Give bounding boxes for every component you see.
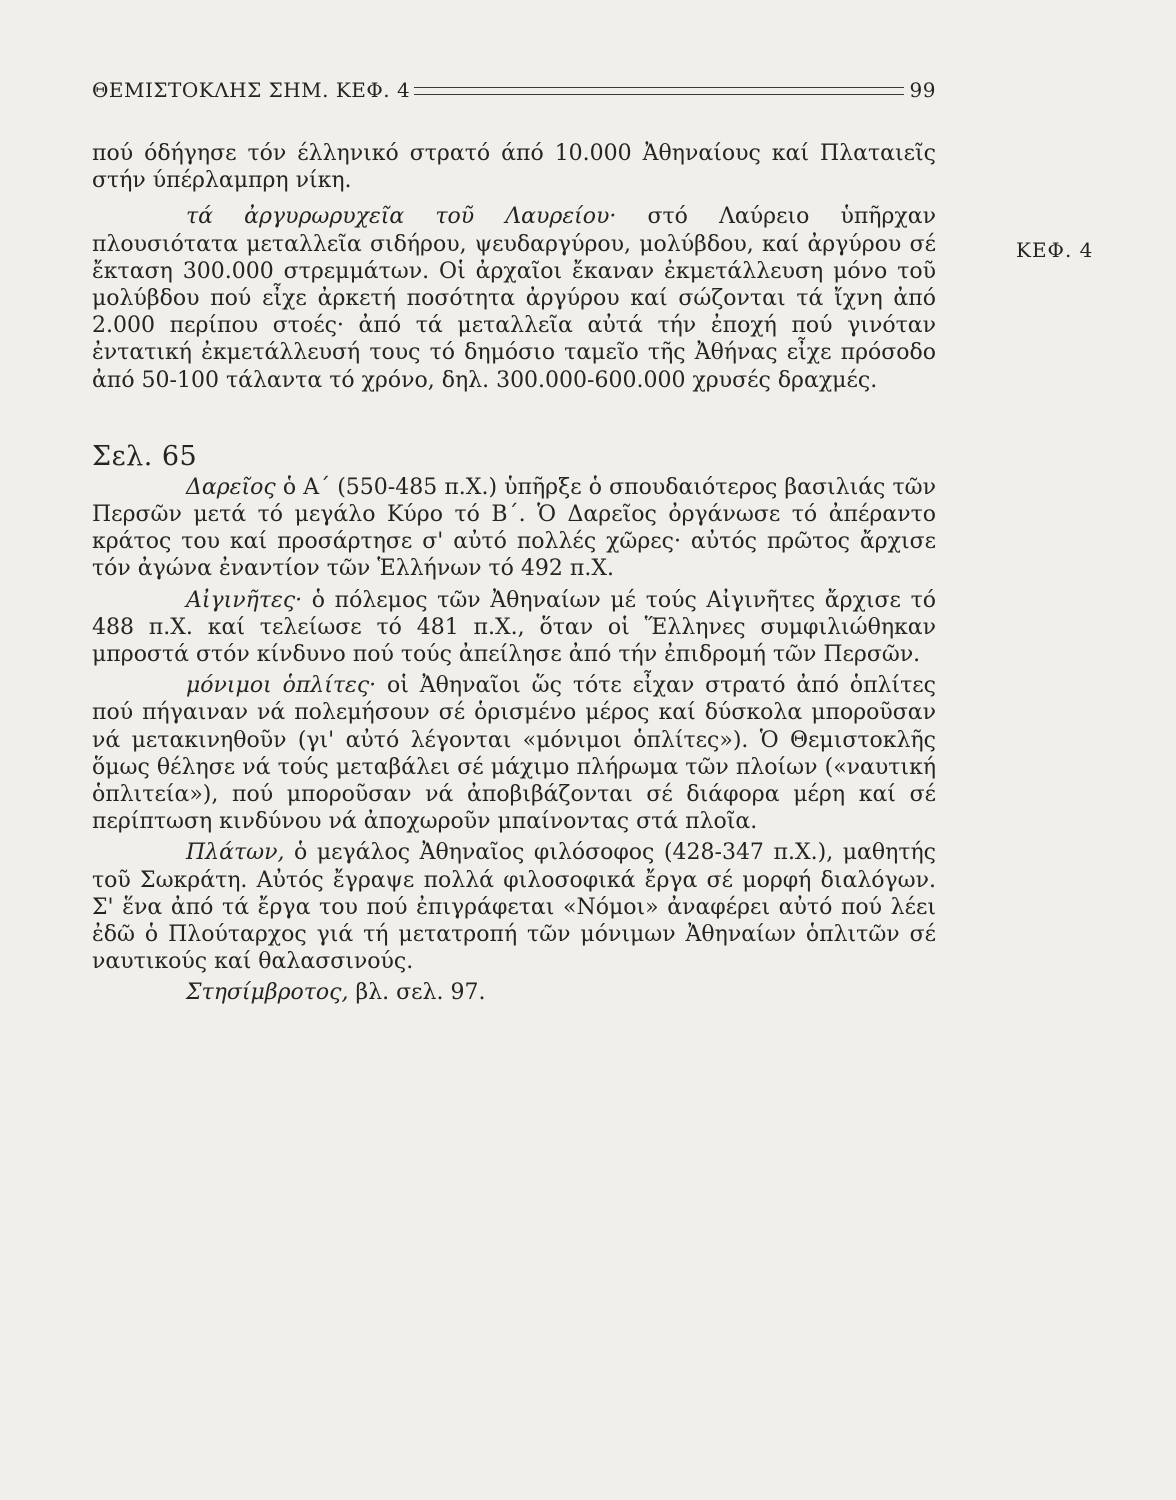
running-head-rule — [414, 87, 903, 95]
running-head-title: ΘΕΜΙΣΤΟΚΛΗΣ ΣΗΜ. ΚΕΦ. 4 — [92, 78, 411, 102]
gloss-text: οἱ Ἀθηναῖοι ὥς τότε εἶχαν στρατό ἀπό ὁπλίτες πού πήγαιναν νά πολεμήσουν σέ ὁρισμένο μέρος καί δύσκολα μποροῦσαν νά μετακινηθοῦν (γι' αὐτό λέγονται «μόνιμοι ὁπλίτες»). Ὁ Θεμιστοκλῆς ὅμως θέλησε νά τούς μεταβάλει σέ μάχιμο πλήρωμα τῶν πλοίων («ναυτική ὁπλιτεία»), πού μποροῦσαν νά ἀποβιβάζονται σέ διάφορα μέρη καί σέ περίπτωση κινδύνου νά ἀποχωροῦν μπαίνοντας στά πλοῖα. — [92, 673, 936, 835]
gloss-text: ὁ Α΄ (550-485 π.Χ.) ὑπῆρξε ὁ σπουδαιότερος βασιλιάς τῶν Περσῶν μετά τό μεγάλο Κύρο τό Β΄. Ὁ Δαρεῖος ὀργάνωσε τό ἀπέραντο κράτος του καί προσάρτησε σ' αὐτό πολλές χῶρες· αὐτός πρῶτος ἄρχισε τόν ἀγώνα ἐναντίον τῶν Ἑλλήνων τό 492 π.Χ. — [92, 474, 936, 582]
margin-chapter-note: ΚΕΦ. 4 — [1016, 238, 1094, 262]
body-text — [92, 140, 936, 1007]
gloss-entry-lavrion — [92, 203, 936, 393]
gloss-term: τά ἀργυρωρυχεῖα τοῦ Λαυρείου· — [186, 204, 617, 230]
gloss-entry-platon — [92, 839, 936, 975]
gloss-term: Δαρεῖος — [186, 474, 276, 500]
gloss-text: βλ. σελ. 97. — [348, 980, 486, 1006]
page-number: 99 — [909, 78, 936, 102]
gloss-term: Αἰγινῆτες· — [186, 587, 303, 613]
gloss-text: ὁ πόλεμος τῶν Ἀθηναίων μέ τούς Αἰγινῆτες ἄρχισε τό 488 π.Χ. καί τελείωσε τό 481 π.Χ., ὅταν οἱ Ἕλληνες συμφιλιώθηκαν μπροστά στόν κίνδυνο πού τούς ἀπείλησε ἀπό τήν ἐπιδρομή τῶν Περσῶν. — [92, 587, 936, 668]
gloss-entry-stesimbrotos — [92, 979, 936, 1006]
gloss-text: στό Λαύρειο ὑπῆρχαν πλουσιότατα μεταλλεῖα σιδήρου, ψευδαργύρου, μολύβδου, καί ἀργύρου σέ ἔκταση 300.000 στρεμμάτων. Οἱ ἀρχαῖοι ἔκαναν ἐκμετάλλευση μόνο τοῦ μολύβδου πού εἶχε ἀρκετή ποσότητα ἀργύρου καί σώζονται τά ἴχνη ἀπό 2.000 περίπου στοές· ἀπό τά μεταλλεῖα αὐτά τήν ἐποχή πού γινόταν ἐντατική ἐκμετάλλευσή τους τό δημόσιο ταμεῖο τῆς Ἀθήνας εἶχε πρόσοδο ἀπό 50-100 τάλαντα τό χρόνο, δηλ. 300.000-600.000 χρυσές δραχμές. — [92, 204, 936, 393]
continuation-paragraph: πού όδήγησε τόν έλληνικό στρατό άπό 10.000 Ἀθηναίους καί Πλαταιεῖς στήν ύπέρλαμπρη νίκη. — [92, 141, 936, 194]
gloss-term: Πλάτων, — [186, 840, 285, 866]
gloss-text: ὁ μεγάλος Ἀθηναῖος φιλόσοφος (428-347 π.Χ.), μαθητής τοῦ Σωκράτη. Αὐτός ἔγραψε πολλά φιλοσοφικά ἔργα σέ μορφή διαλόγων. Σ' ἕνα ἀπό τά ἔργα του πού ἐπιγράφεται «Νόμοι» ἀναφέρει αὐτό πού λέει ἐδῶ ὁ Πλούταρχος γιά τή μετατροπή τῶν μόνιμων Ἀθηναίων ὁπλιτῶν σέ ναυτικούς καί θαλασσινούς. — [92, 840, 936, 975]
section-heading: Σελ. 65 — [92, 440, 198, 472]
gloss-term: Στησίμβροτος, — [186, 980, 349, 1006]
gloss-entry-monimoi-oplites — [92, 672, 936, 835]
gloss-term: μόνιμοι ὁπλίτες· — [186, 673, 377, 699]
gloss-entry-dareios — [92, 474, 936, 583]
gloss-entry-aiginites — [92, 587, 936, 669]
running-head — [92, 76, 936, 104]
paragraph-gap — [92, 194, 936, 203]
